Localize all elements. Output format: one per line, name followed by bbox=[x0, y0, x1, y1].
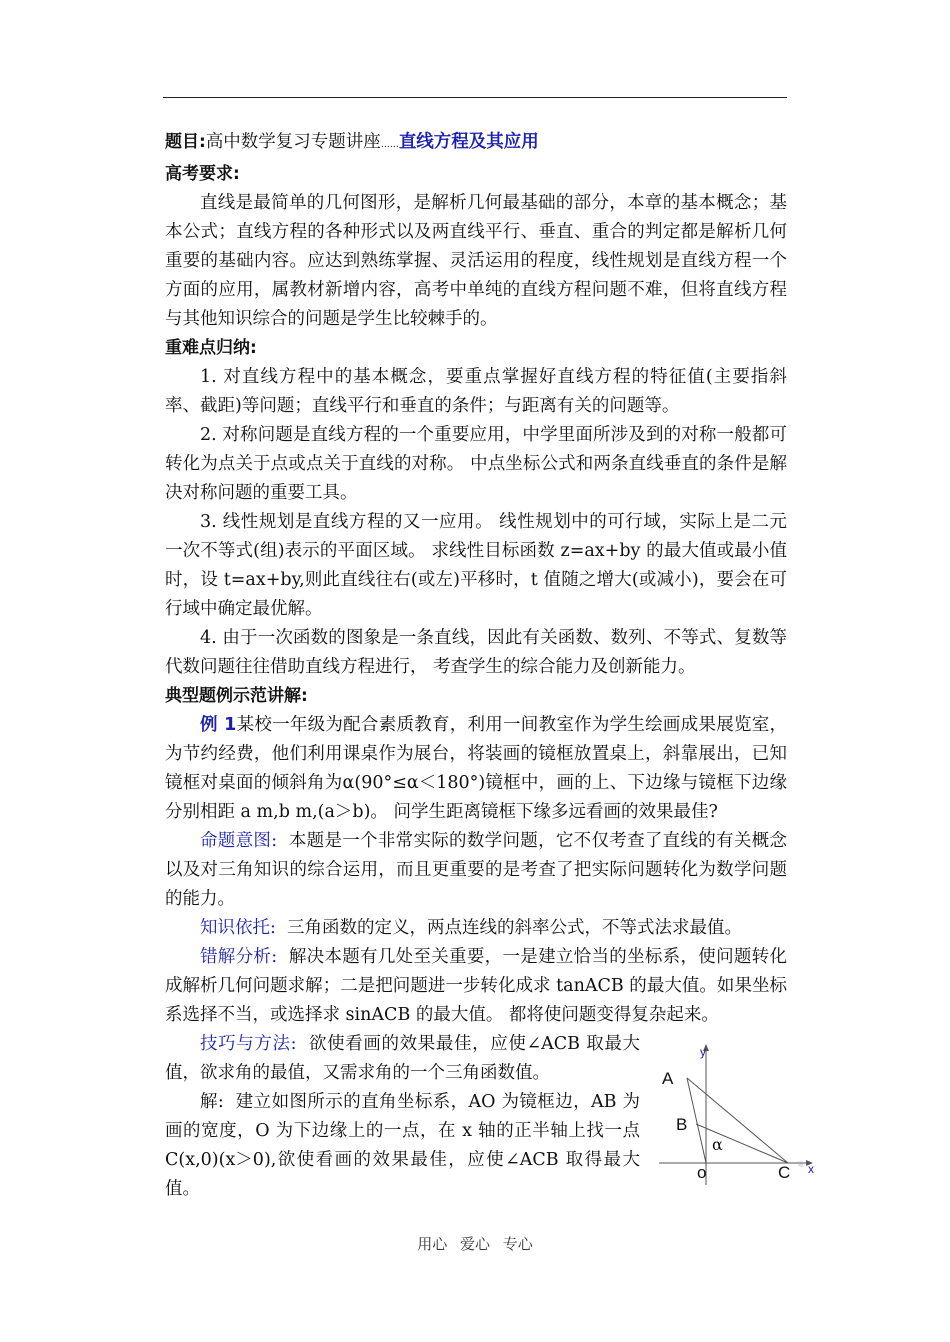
key-point-2: 2. 对称问题是直线方程的一个重要应用，中学里面所涉及到的对称一般都可转化为点关于点或点关于直线的对称。 中点坐标公式和两条直线垂直的条件是解决对称问题的重要工具。 bbox=[165, 425, 787, 503]
alpha-label: α bbox=[712, 1135, 723, 1154]
title-topic: 直线方程及其应用 bbox=[398, 132, 539, 152]
requirements-text: 直线是最简单的几何图形，是解析几何最基础的部分，本章的基本概念；基本公式；直线方程的各种形式以及两直线平行、垂直、重合的判定都是解析几何重要的基础内容。应达到熟练掌握、灵活运用的程度，线性规划是直线方程一个方面的应用，属教材新增内容，高考中单纯的直线方程问题不难，但将直线方程与其他知识综合的问题是学生比较棘手的。 bbox=[165, 193, 787, 329]
y-label: y bbox=[700, 1045, 706, 1059]
intent-text: 本题是一个非常实际的数学问题，它不仅考查了直线的有关概念以及对三角知识的综合运用，而且更重要的是考查了把实际问题转化为数学问题的能力。 bbox=[165, 831, 787, 909]
error-text: 解决本题有几处至关重要，一是建立恰当的坐标系，使问题转化成解析几何问题求解；二是把问题进一步转化成求 tanACB 的最大值。如果坐标系选择不当，或选择求 sinACB 的最大值。 都将使问题变得复杂起来。 bbox=[165, 947, 787, 1025]
error-label: 错解分析: bbox=[200, 947, 278, 967]
header-rule bbox=[163, 97, 787, 98]
key-point-3: 3. 线性规划是直线方程的又一应用。 线性规划中的可行域，实际上是二元一次不等式(组)表示的平面区域。 求线性目标函数 z=ax+by 的最大值或最小值时，设 t=ax+by,则此直线往右(或左)平移时，t 值随之增大(或减小)，要会在可行域中确定最优解。 bbox=[165, 512, 787, 619]
key-point-1: 1. 对直线方程中的基本概念，要重点掌握好直线方程的特征值(主要指斜率、截距)等问题；直线平行和垂直的条件；与距离有关的问题等。 bbox=[165, 367, 787, 416]
coordinate-figure bbox=[654, 1040, 824, 1190]
knowledge-label: 知识依托: bbox=[200, 918, 276, 938]
example-1 bbox=[165, 711, 787, 827]
point-c-label: C bbox=[778, 1163, 791, 1182]
intent-paragraph bbox=[165, 827, 787, 914]
title-line bbox=[165, 128, 787, 160]
example-1-label: 例 1 bbox=[200, 715, 237, 735]
example-1-text: 某校一年级为配合素质教育，利用一间教室作为学生绘画成果展览室，为节约经费，他们利用课桌作为展台，将装画的镜框放置桌上，斜靠展出，已知镜框对桌面的倾斜角为α(90°≤α＜180°)镜框中，画的上、下边缘与镜框下边缘分别相距 a m,b m,(a＞b)。 问学生距离镜框下缘多远看画的效果最佳? bbox=[165, 715, 788, 822]
x-label: x bbox=[808, 1162, 814, 1176]
point-a-label: A bbox=[662, 1069, 674, 1088]
title-label: 题目: bbox=[165, 132, 206, 152]
key-point-4: 4. 由于一次函数的图象是一条直线，因此有关函数、数列、不等式、复数等代数问题往往借助直线方程进行， 考查学生的综合能力及创新能力。 bbox=[165, 628, 787, 677]
solution-paragraph bbox=[165, 1088, 640, 1204]
footer-item-3: 专心 bbox=[502, 1235, 533, 1253]
technique-label: 技巧与方法: bbox=[200, 1034, 297, 1054]
technique-text: 欲使看画的效果最佳，应使∠ACB 取最大值，欲求角的最值，又需求角的一个三角函数值。 bbox=[165, 1034, 640, 1083]
point-o-label: o bbox=[697, 1163, 707, 1182]
footer-item-1: 用心 bbox=[417, 1235, 448, 1253]
key-points-heading: 重难点归纳: bbox=[165, 338, 257, 358]
line-bc bbox=[696, 1124, 788, 1163]
line-ac bbox=[687, 1078, 788, 1163]
knowledge-text: 三角函数的定义，两点连线的斜率公式，不等式法求最值。 bbox=[287, 918, 743, 938]
page-footer bbox=[0, 1233, 950, 1254]
intent-label: 命题意图: bbox=[200, 831, 278, 851]
tick-mark: 题 bbox=[798, 1162, 804, 1168]
footer-item-2: 爱心 bbox=[459, 1235, 490, 1253]
point-b-label: B bbox=[676, 1115, 688, 1134]
title-lecture: 高中数学复习专题讲座 bbox=[205, 132, 381, 152]
error-paragraph bbox=[165, 943, 787, 1030]
frame-line bbox=[687, 1078, 706, 1163]
technique-paragraph bbox=[165, 1030, 640, 1088]
title-dots: …… bbox=[380, 140, 399, 150]
solution-text: 建立如图所示的直角坐标系，AO 为镜框边，AB 为画的宽度，O 为下边缘上的一点，在 x 轴的正半轴上找一点 C(x,0)(x＞0),欲使看画的效果最佳，应使∠ACB 取得最大值。 bbox=[165, 1092, 640, 1199]
examples-heading: 典型题例示范讲解: bbox=[165, 686, 308, 706]
solution-label: 解: bbox=[200, 1092, 224, 1112]
knowledge-paragraph bbox=[165, 914, 787, 943]
requirements-heading: 高考要求: bbox=[165, 164, 240, 184]
